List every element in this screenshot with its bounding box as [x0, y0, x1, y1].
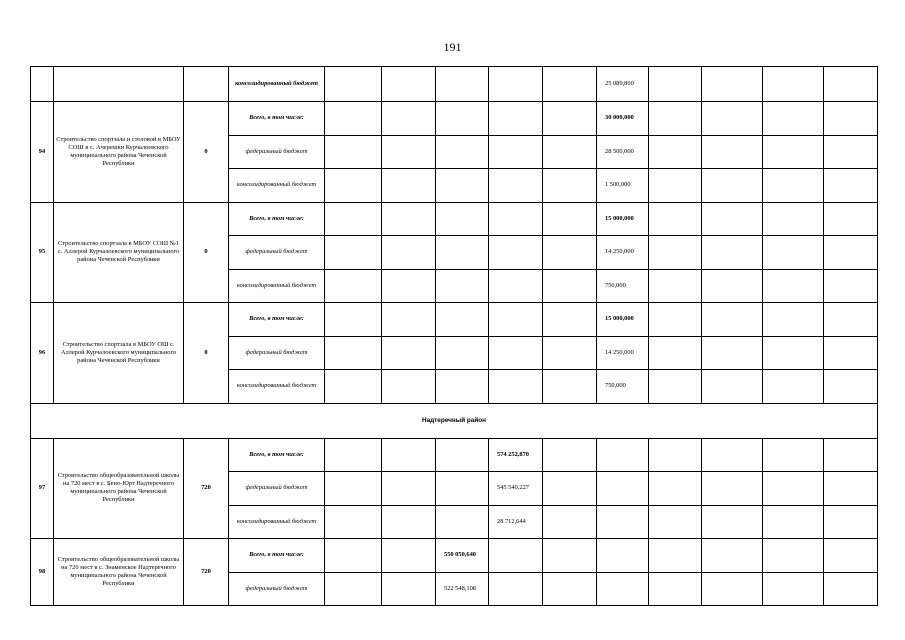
table-row [31, 438, 878, 472]
table-row [31, 539, 878, 573]
capacity: 0 [184, 303, 229, 404]
source-label: Всего, в том числе: [229, 539, 325, 573]
table-row [31, 303, 878, 337]
source-label: Всего, в том числе: [229, 102, 325, 136]
source-label: федеральный бюджет [229, 135, 325, 169]
value-cell: 14 250,000 [597, 336, 649, 370]
source-label: Всего, в том числе: [229, 202, 325, 236]
source-label: федеральный бюджет [229, 336, 325, 370]
table-row [31, 202, 878, 236]
source-label: консолидированный бюджет [229, 269, 325, 303]
object-name: Строительство спортзала в МБОУ ОШ с. Аллерой Курчалоевского муниципального района Чеченской Республики [54, 303, 184, 404]
row-number: 96 [31, 303, 54, 404]
value-cell: 522 548,108 [436, 572, 489, 606]
capacity: 720 [184, 539, 229, 606]
value-cell: 15 000,000 [597, 303, 649, 337]
budget-table [30, 66, 878, 606]
value-cell: 28 500,000 [597, 135, 649, 169]
value-cell: 750,000 [597, 269, 649, 303]
source-label: консолидированный бюджет [229, 370, 325, 404]
value-cell: 550 050,640 [436, 539, 489, 573]
source-label: консолидированный бюджет [229, 505, 325, 539]
value-cell: 28 712,644 [489, 505, 543, 539]
object-name: Строительство общеобразовательной школы на 720 мест в с. Знаменское Надтеречного муниципального района Чеченской Республики [54, 539, 184, 606]
value-cell: 1 500,000 [597, 169, 649, 203]
source-label: федеральный бюджет [229, 572, 325, 606]
source-label: федеральный бюджет [229, 472, 325, 506]
region-header-row [31, 403, 878, 438]
region-title: Надтеречный район [31, 403, 878, 438]
value-cell: 545 540,227 [489, 472, 543, 506]
value-cell: 750,000 [597, 370, 649, 404]
row-number: 97 [31, 438, 54, 539]
capacity: 720 [184, 438, 229, 539]
source-label: консолидированный бюджет [229, 67, 325, 102]
value-cell: 14 250,000 [597, 236, 649, 270]
table-row [31, 102, 878, 136]
value-cell: 574 252,870 [489, 438, 543, 472]
object-name: Строительство общеобразовательной школы на 720 мест в с. Бено-Юрт Надтеречного муниципального района Чеченской Республики [54, 438, 184, 539]
source-label: Всего, в том числе: [229, 438, 325, 472]
capacity: 0 [184, 202, 229, 303]
value-cell: 25 089,800 [597, 67, 649, 102]
value-cell: 30 000,000 [597, 102, 649, 136]
source-label: федеральный бюджет [229, 236, 325, 270]
table-row [31, 67, 878, 102]
capacity: 0 [184, 102, 229, 203]
value-cell: 15 000,000 [597, 202, 649, 236]
row-number: 95 [31, 202, 54, 303]
page-number: 191 [443, 40, 462, 54]
row-number: 98 [31, 539, 54, 606]
object-name: Строительство спортзала и столовой в МБОУ СОШ в с. Ачерешки Курчалоевского муниципального района Чеченской Республики [54, 102, 184, 203]
row-number: 94 [31, 102, 54, 203]
object-name: Строительство спортзала в МБОУ СОШ №1 с. Аллерой Курчалоевского муниципального района Чеченской Республики [54, 202, 184, 303]
source-label: Всего, в том числе: [229, 303, 325, 337]
source-label: консолидированный бюджет [229, 169, 325, 203]
